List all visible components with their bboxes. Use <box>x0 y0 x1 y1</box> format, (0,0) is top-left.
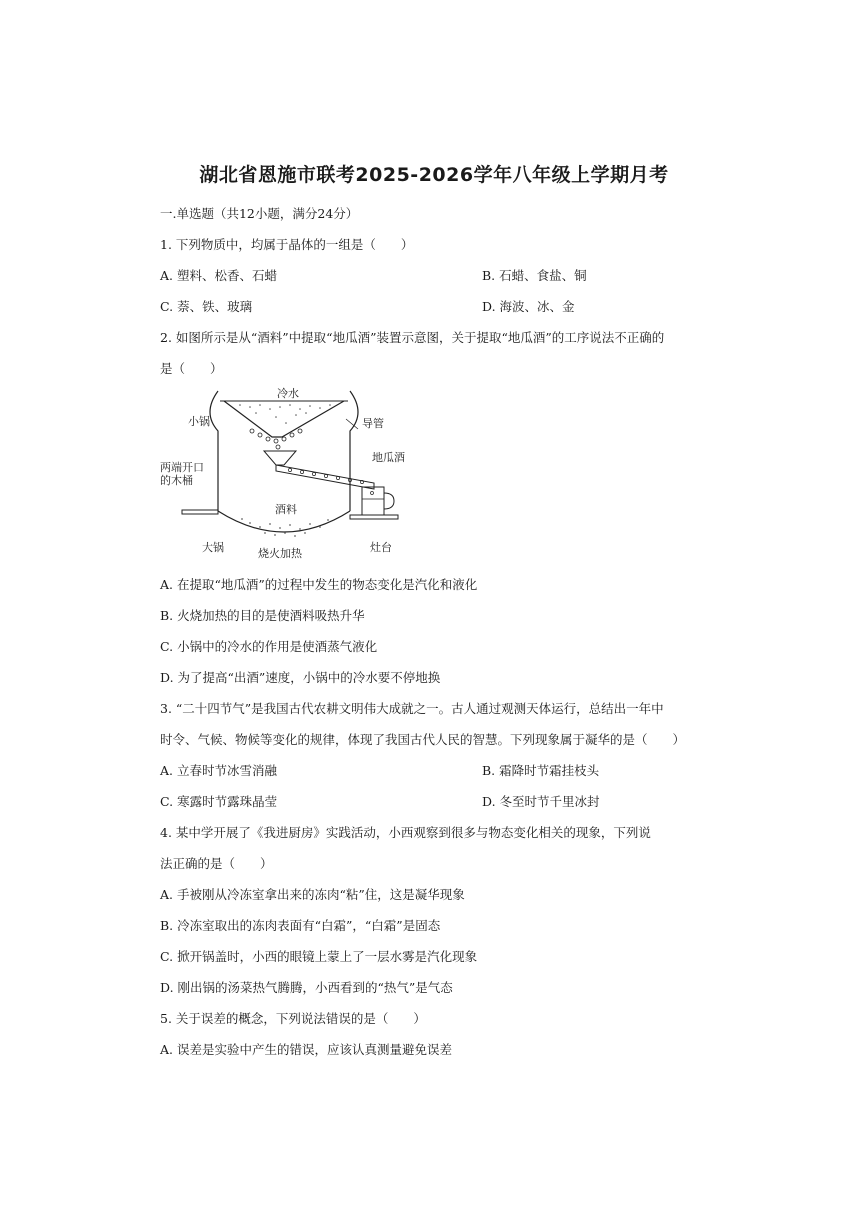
section-heading: 一.单选题（共12小题，满分24分） <box>160 206 359 221</box>
falling-drop <box>371 492 374 495</box>
distillation-apparatus-figure <box>160 383 420 563</box>
question-4-option-b: B. 冷冻室取出的冻肉表面有“白霜”，“白霜”是固态 <box>160 918 441 933</box>
question-4-option-a: A. 手被刚从冷冻室拿出来的冻肉“粘”住，这是凝华现象 <box>160 887 465 902</box>
barrel-left-wall <box>210 391 218 511</box>
question-1-option-b: B. 石蜡、食盐、铜 <box>482 268 587 283</box>
label-big-pot: 大锅 <box>202 541 224 554</box>
question-2-option-a: A. 在提取“地瓜酒”的过程中发生的物态变化是汽化和液化 <box>160 577 478 592</box>
question-3-option-a: A. 立春时节冰雪消融 <box>160 763 277 778</box>
label-mash: 酒料 <box>275 503 297 516</box>
left-ledge <box>182 510 218 514</box>
question-2-stem-line-2: 是（ ） <box>160 361 223 376</box>
label-stove: 灶台 <box>370 541 392 554</box>
cold-water-shading <box>239 404 331 424</box>
label-pipe: 导管 <box>362 417 384 430</box>
label-fire: 烧火加热 <box>258 547 302 560</box>
question-3-stem-line-1: 3. “二十四节气”是我国古代农耕文明伟大成就之一。古人通过观测天体运行，总结出一年中 <box>160 701 664 716</box>
question-3-option-c: C. 寒露时节露珠晶莹 <box>160 794 278 809</box>
condensed-droplets <box>250 429 302 449</box>
question-4-option-d: D. 刚出锅的汤菜热气腾腾，小西看到的“热气”是气态 <box>160 980 453 995</box>
question-2-stem-line-1: 2. 如图所示是从“酒料”中提取“地瓜酒”装置示意图，关于提取“地瓜酒”的工序说法不正确的 <box>160 330 665 345</box>
question-4-stem-line-2: 法正确的是（ ） <box>160 856 273 871</box>
small-pot <box>224 401 344 437</box>
label-barrel-line-1: 两端开口 <box>160 461 204 474</box>
page-title: 湖北省恩施市联考2025-2026学年八年级上学期月考 <box>199 164 669 186</box>
question-1-option-d: D. 海波、冰、金 <box>482 299 575 314</box>
stove-ledge <box>350 515 398 519</box>
cup-handle <box>384 493 394 509</box>
question-3-option-d: D. 冬至时节千里冰封 <box>482 794 600 809</box>
question-4-stem-line-1: 4. 某中学开展了《我进厨房》实践活动，小西观察到很多与物态变化相关的现象，下列说 <box>160 825 651 840</box>
pipe-droplets <box>288 468 363 483</box>
question-3-stem-line-2: 时令、气候、物候等变化的规律，体现了我国古代人民的智慧。下列现象属于凝华的是（ ） <box>160 732 686 747</box>
question-1-option-c: C. 萘、铁、玻璃 <box>160 299 253 314</box>
cup <box>362 487 384 515</box>
label-small-pot: 小锅 <box>188 415 210 428</box>
collector <box>264 451 296 465</box>
question-2-option-b: B. 火烧加热的目的是使酒料吸热升华 <box>160 608 365 623</box>
question-5-stem: 5. 关于误差的概念，下列说法错误的是（ ） <box>160 1011 426 1026</box>
barrel-right-wall <box>350 391 358 511</box>
label-wine: 地瓜酒 <box>372 451 405 464</box>
label-barrel-line-2: 的木桶 <box>160 474 193 487</box>
question-2-option-d: D. 为了提高“出酒”速度，小锅中的冷水要不停地换 <box>160 670 441 685</box>
question-5-option-a: A. 误差是实验中产生的错误，应该认真测量避免误差 <box>160 1042 452 1057</box>
question-1-stem: 1. 下列物质中，均属于晶体的一组是（ ） <box>160 237 414 252</box>
question-4-option-c: C. 掀开锅盖时，小西的眼镜上蒙上了一层水雾是汽化现象 <box>160 949 478 964</box>
question-3-option-b: B. 霜降时节霜挂枝头 <box>482 763 600 778</box>
question-1-option-a: A. 塑料、松香、石蜡 <box>160 268 277 283</box>
label-cold-water: 冷水 <box>277 387 299 400</box>
question-2-option-c: C. 小锅中的冷水的作用是使酒蒸气液化 <box>160 639 378 654</box>
